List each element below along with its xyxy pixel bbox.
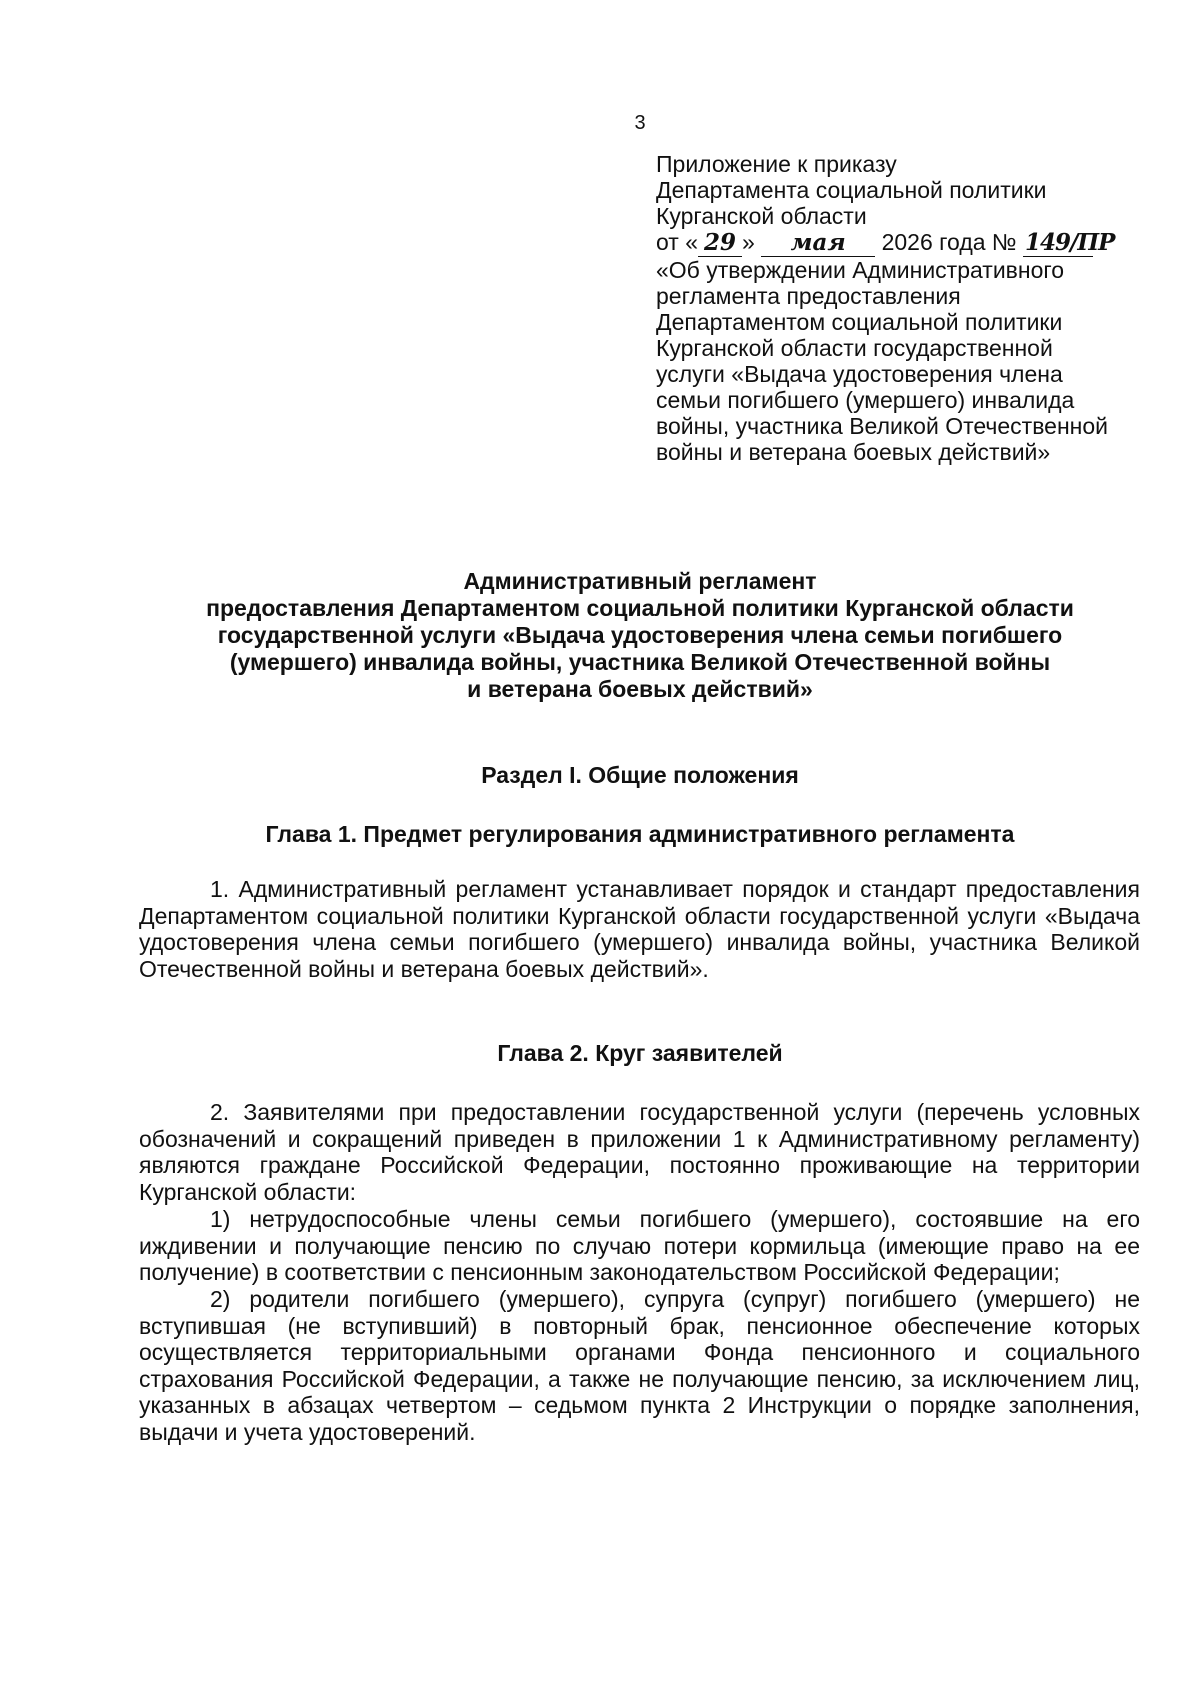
appendix-date-line — [656, 229, 1176, 257]
title-line: предоставления Департаментом социальной политики Курганской области — [206, 595, 1074, 621]
page-number: 3 — [634, 112, 646, 134]
handwritten-day: 29 — [698, 230, 742, 257]
appendix-line: Приложение к приказу — [656, 151, 897, 177]
appendix-line: «Об утверждении Административного — [656, 257, 1065, 283]
date-prefix: от « — [656, 229, 699, 255]
paragraph: 2. Заявителями при предоставлении государственной услуги (перечень условных обозначений и сокращений приведен в приложении 1 к Административному регламенту) являются граждане Российской Федерации, постоянно проживающие на территории Курганской области: — [139, 1099, 1140, 1205]
appendix-line: семьи погибшего (умершего) инвалида — [656, 387, 1075, 413]
title-line: и ветерана боевых действий» — [467, 676, 813, 702]
title-line: (умершего) инвалида войны, участника Великой Отечественной войны — [229, 649, 1051, 675]
handwritten-order-number: 149/ПР — [1025, 229, 1115, 256]
chapter-heading: Глава 2. Круг заявителей — [497, 1040, 783, 1066]
date-mid: » — [742, 229, 755, 255]
document-title — [100, 568, 1180, 703]
date-year-text: 2026 года № — [881, 229, 1017, 255]
paragraph: 1) нетрудоспособные члены семьи погибшего (умершего), состоявшие на его иждивении и получающие пенсию по случаю потери кормильца (имеющие право на ее получение) в соответствии с пенсионным законодательством Российской Федерации; — [139, 1206, 1140, 1285]
appendix-line: Курганской области — [656, 203, 867, 229]
appendix-line: услуги «Выдача удостоверения члена — [656, 361, 1063, 387]
title-line: государственной услуги «Выдача удостоверения члена семьи погибшего — [217, 622, 1063, 648]
paragraph: 2) родители погибшего (умершего), супруга (супруг) погибшего (умершего) не вступившая (не вступивший) в повторный брак, пенсионное обеспечение которых осуществляется территориальными органами Фонда пенсионного и социального страхования Российской Федерации, а также не получающие пенсию, за исключением лиц, указанных в абзацах четвертом – седьмом пункта 2 Инструкции о порядке заполнения, выдачи и учета удостоверений. — [139, 1286, 1140, 1445]
appendix-line: регламента предоставления — [656, 283, 961, 309]
handwritten-month: мая — [761, 230, 875, 257]
appendix-line: Курганской области государственной — [656, 335, 1053, 361]
appendix-line: войны, участника Великой Отечественной — [656, 413, 1109, 439]
appendix-header — [656, 151, 1176, 465]
chapter-heading: Глава 1. Предмет регулирования административного регламента — [265, 821, 1015, 847]
appendix-line: Департамента социальной политики — [656, 177, 1047, 203]
appendix-line: войны и ветерана боевых действий» — [656, 439, 1051, 465]
section-heading: Раздел I. Общие положения — [481, 762, 799, 788]
appendix-line: Департаментом социальной политики — [656, 309, 1063, 335]
title-line: Административный регламент — [463, 568, 817, 594]
paragraph: 1. Административный регламент устанавливает порядок и стандарт предоставления Департаментом социальной политики Курганской области государственной услуги «Выдача удостоверения члена семьи погибшего (умершего) инвалида войны, участника Великой Отечественной войны и ветерана боевых действий». — [139, 876, 1140, 982]
